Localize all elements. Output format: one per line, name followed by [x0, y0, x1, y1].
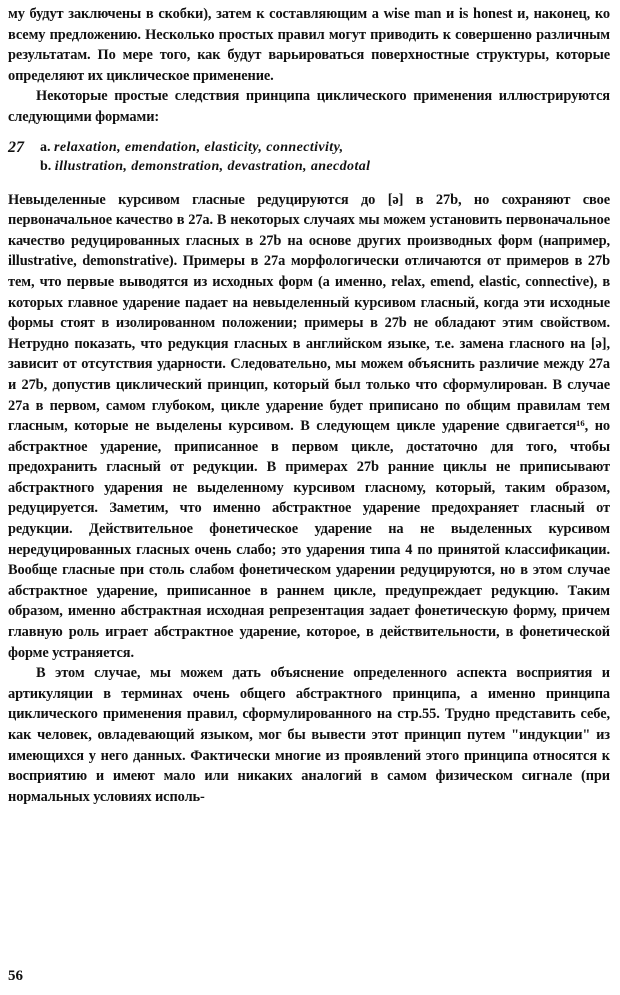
paragraph-3: Невыделенные курсивом гласные редуцируются до [ə] в 27b, но сохраняют свое первоначальное качество в 27a. В некоторых случаях мы можем установить первоначальное качество редуцированных гласных в 27b на основе других производных форм (например, illustrative, demonstrative). Примеры в 27a морфологически отличаются от примеров в 27b тем, что первые выводятся из исходных форм (а именно, relax, emend, elastic, connective), в которых главное ударение падает на невыделенный курсивом гласный, когда эти исходные формы стоят в изолированном положении; примеры в 27b не обладают этим свойством. Нетрудно показать, что редукция гласных в английском языке, т.е. замена гласного на [ə], зависит от отсутствия ударности. Следовательно, мы можем объяснить различие между 27a и 27b, допустив циклический принцип, который был только что сформулирован. В случае 27a в первом, самом глубоком, цикле ударение будет приписано по общим правилам тем гласным, которые не выделены курсивом. В следующем цикле ударение сдвигается¹⁶, но абстрактное ударение, приписанное в первом цикле, достаточно для того, чтобы предохранить гласный от редукции. В примерах 27b ранние циклы не приписывают абстрактного ударения не выделенному курсивом гласному, который, таким образом, редуцируется. Заметим, что именно абстрактное ударение предохраняет гласный от редукции. Действительное фонетическое ударение на не выделенных курсивом нередуцированных гласных очень слабо; это ударения типа 4 по принятой классификации. Вообще гласные при столь слабом фонетическом ударении редуцируются, но в этом случае абстрактное ударение, приписанное в раннем цикле, предупреждает редукцию. Таким образом, именно абстрактная исходная репрезентация задает фонетическую форму, причем главную роль играет абстрактное ударение, которое, в действительности, в фонетической форме устраняется. — [8, 191, 610, 661]
paragraph-2: Некоторые простые следствия принципа циклического применения иллюстрируются следующими формами: — [8, 88, 610, 125]
example-number: 27 — [8, 138, 24, 156]
example-line-b-label: b. — [40, 158, 52, 174]
example-line-a-label: a. — [40, 139, 51, 155]
page-number: 56 — [8, 968, 23, 984]
paragraph-1: му будут заключены в скобки), затем к составляющим a wise man и is honest и, наконец, ко всему предложению. Несколько простых правил могут приводить к совершенно различным результатам. По мере того, как будут варьироваться поверхностные структуры, которые определяют их циклическое применение. — [8, 6, 610, 84]
example-line-b — [40, 157, 610, 176]
example-line-a-words: relaxation, emendation, elasticity, connectivity, — [54, 139, 344, 155]
example-line-b-words: illustration, demonstration, devastration, anecdotal — [54, 158, 371, 174]
example-lines — [40, 138, 610, 176]
example-27 — [8, 138, 610, 176]
paragraph-4: В этом случае, мы можем дать объяснение определенного аспекта восприятия и артикуляции в терминах очень общего абстрактного принципа, а именно принципа циклического применения правил, сформулированного на стр.55. Трудно представить себе, как человек, овладевающий языком, мог бы вывести этот принцип путем "индукции" из имеющихся у него данных. Фактически многие из проявлений этого принципа относятся к восприятию и имеют мало или никаких аналогий в самом физическом сигнале (при нормальных условиях исполь- — [8, 665, 610, 805]
example-line-a — [40, 138, 610, 157]
